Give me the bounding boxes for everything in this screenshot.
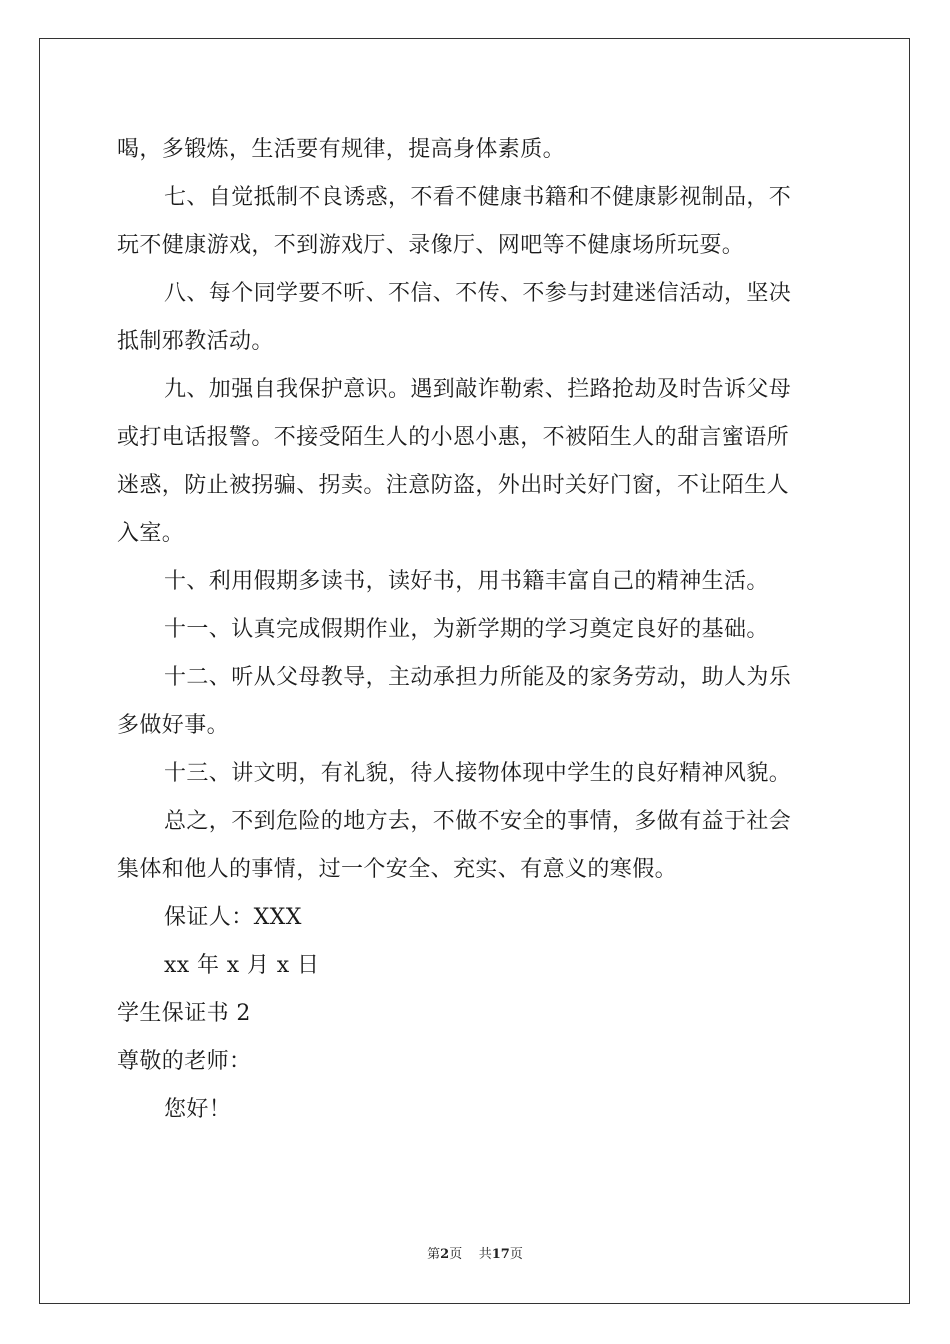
page-prefix: 第: [427, 1247, 441, 1262]
salutation: 尊敬的老师：: [117, 1049, 252, 1074]
text-line: 总之，不到危险的地方去，不做不安全的事情，多做有益于社会: [164, 809, 792, 834]
text-line: 迷惑，防止被拐骗、拐卖。注意防盗，外出时关好门窗，不让陌生人: [117, 473, 790, 498]
text-line: 入室。: [117, 521, 185, 546]
total-suffix: 页: [509, 1247, 523, 1262]
greeting: 您好！: [164, 1097, 232, 1122]
total-prefix: 共: [478, 1247, 492, 1262]
page-suffix: 页: [449, 1247, 463, 1262]
text-line: 七、自觉抵制不良诱惑，不看不健康书籍和不健康影视制品，不: [164, 185, 792, 210]
date-line: xx 年 x 月 x 日: [164, 953, 320, 978]
text-line: 集体和他人的事情，过一个安全、充实、有意义的寒假。: [117, 857, 678, 882]
text-line: 十三、讲文明，有礼貌，待人接物体现中学生的良好精神风貌。: [164, 761, 792, 786]
text-line: 抵制邪教活动。: [117, 329, 274, 354]
text-line: 多做好事。: [117, 713, 230, 738]
text-line: 十二、听从父母教导，主动承担力所能及的家务劳动，助人为乐: [164, 665, 792, 690]
text-line: 或打电话报警。不接受陌生人的小恩小惠，不被陌生人的甜言蜜语所: [117, 425, 790, 450]
total-pages: 17: [491, 1247, 510, 1262]
document-body: [117, 126, 837, 1134]
text-line: 十、利用假期多读书，读好书，用书籍丰富自己的精神生活。: [164, 569, 769, 594]
text-line: 玩不健康游戏，不到游戏厅、录像厅、网吧等不健康场所玩耍。: [117, 233, 745, 258]
text-line: 喝，多锻炼，生活要有规律，提高身体素质。: [117, 137, 566, 162]
guarantor-line: 保证人：XXX: [164, 905, 302, 930]
page-number: 2: [440, 1247, 450, 1262]
text-line: 九、加强自我保护意识。遇到敲诈勒索、拦路抢劫及时告诉父母: [164, 377, 792, 402]
section-title: 学生保证书 2: [117, 1001, 251, 1026]
text-line: 八、每个同学要不听、不信、不传、不参与封建迷信活动，坚决: [164, 281, 792, 306]
text-line: 十一、认真完成假期作业，为新学期的学习奠定良好的基础。: [164, 617, 769, 642]
page-footer: [0, 1243, 950, 1262]
